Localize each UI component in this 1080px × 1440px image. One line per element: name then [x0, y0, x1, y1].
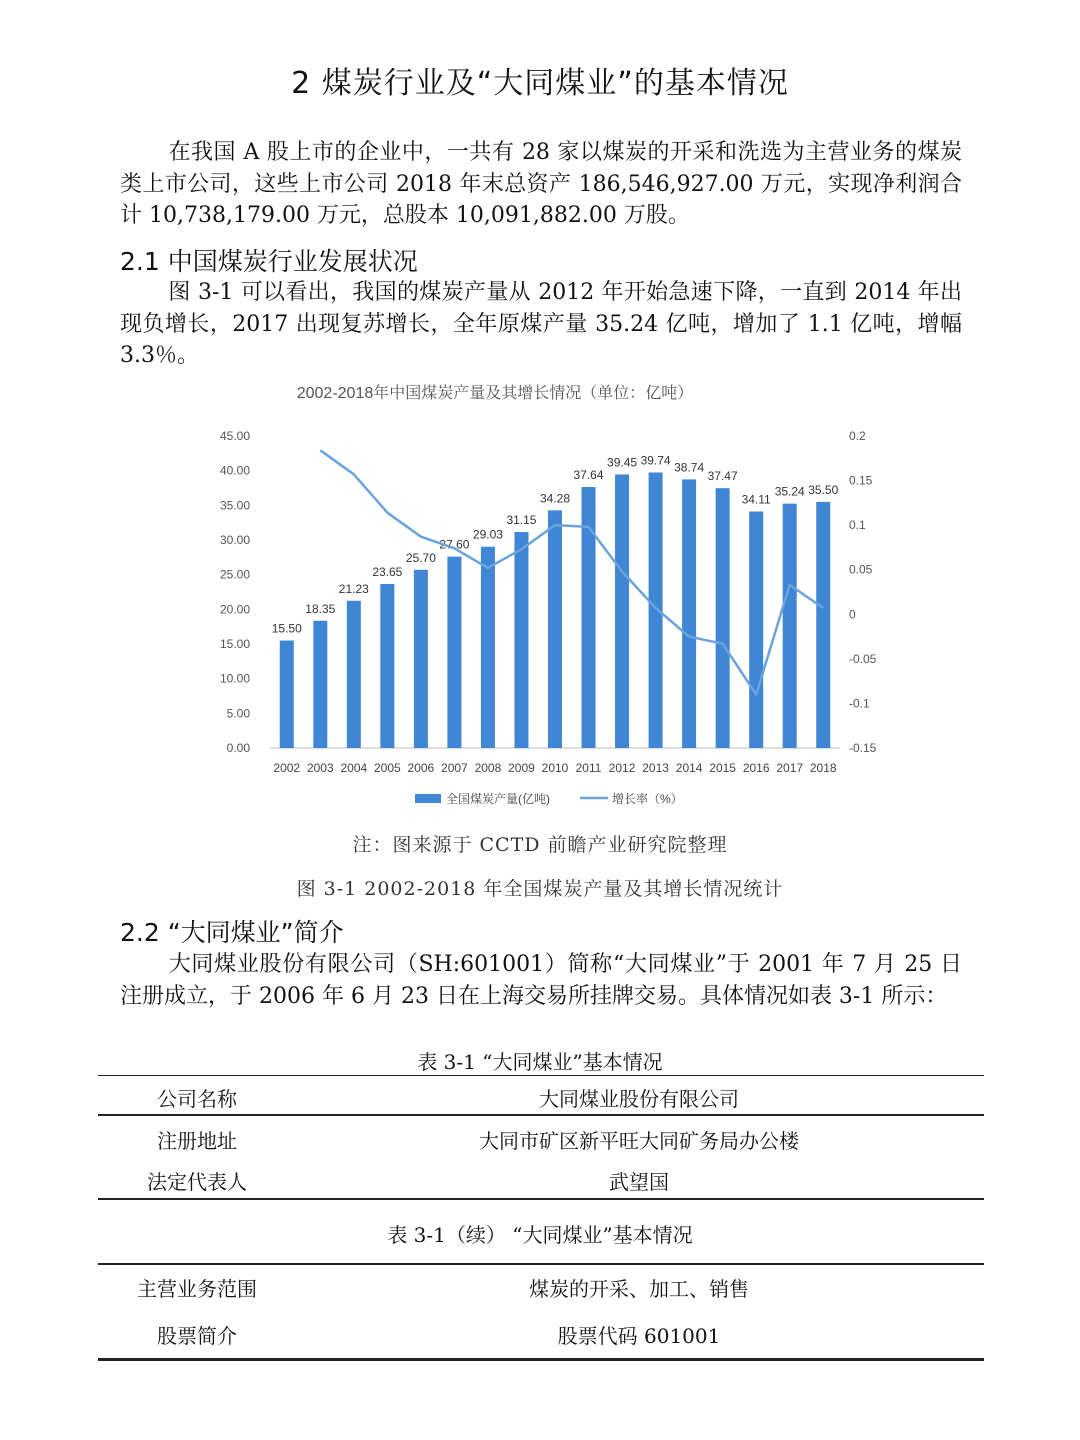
- bar-2010: [548, 510, 562, 748]
- table-1-caption: 表 3-1 “大同煤业”基本情况: [417, 1050, 663, 1074]
- bar-2005: [380, 584, 394, 748]
- x-tick-label: 2017: [776, 761, 804, 775]
- bar-label-2010: 34.28: [539, 491, 571, 506]
- y-right-tick-label: 0.2: [849, 429, 866, 443]
- table-1-row-value: 大同市矿区新平旺大同矿务局办公楼: [479, 1129, 799, 1153]
- bar-label-2015: 37.47: [707, 469, 738, 484]
- x-tick-label: 2016: [742, 761, 770, 775]
- x-tick-label: 2002: [273, 761, 301, 775]
- y-left-tick-label: 45.00: [219, 429, 250, 443]
- x-tick-label: 2011: [575, 761, 602, 775]
- x-tick-label: 2009: [508, 761, 535, 775]
- y-left-tick-label: 25.00: [219, 567, 250, 582]
- legend-swatch-bar: [415, 794, 441, 803]
- x-tick-label: 2014: [675, 761, 703, 775]
- section-2-2-paragraph: [120, 949, 962, 1012]
- x-tick-label: 2005: [374, 761, 401, 775]
- intro-text: 在我国 A 股上市的企业中，一共有 28 家以煤炭的开采和洗选为主营业务的煤炭类上市公司，这些上市公司 2018 年末总资产 186,546,927.00 万元，实现净利润合计 10,738,179.00 万元，总股本 10,091,882.00 万股。: [120, 140, 962, 228]
- y-left-tick-label: 10.00: [219, 671, 250, 686]
- intro-paragraph: [120, 137, 962, 232]
- section-heading-2-2: 2.2 “大同煤业”简介: [120, 918, 344, 947]
- bar-label-2013: 39.74: [640, 453, 671, 468]
- bar-2002: [280, 641, 294, 748]
- bar-2006: [414, 570, 428, 748]
- table-2-row-label: 股票简介: [157, 1324, 237, 1348]
- section-2-1-paragraph: [120, 277, 962, 372]
- table-1-row-label: 法定代表人: [147, 1170, 247, 1194]
- y-left-tick-label: 0.00: [226, 741, 250, 755]
- legend-label-line: 增长率（%）: [612, 792, 683, 806]
- bar-label-2009: 31.15: [506, 513, 537, 528]
- x-tick-label: 2018: [809, 761, 837, 775]
- x-tick-label: 2008: [474, 761, 502, 775]
- bar-label-2018: 35.50: [808, 482, 839, 497]
- bar-2017: [783, 504, 797, 748]
- bar-label-2012: 39.45: [607, 455, 638, 470]
- bar-label-2004: 21.23: [338, 581, 369, 596]
- table-2-top-rule: [98, 1263, 984, 1265]
- bar-2003: [313, 621, 327, 748]
- coal-production-chart: [200, 372, 900, 822]
- bar-label-2003: 18.35: [305, 601, 336, 616]
- y-right-tick-label: -0.05: [849, 651, 877, 666]
- bar-2012: [615, 474, 629, 748]
- table-2-row-value: 股票代码 601001: [557, 1324, 721, 1348]
- bar-label-2017: 35.24: [774, 484, 805, 499]
- chart-title: 2002-2018年中国煤炭产量及其增长情况（单位：亿吨）: [296, 385, 694, 402]
- bar-label-2014: 38.74: [674, 460, 705, 475]
- x-tick-label: 2013: [642, 761, 669, 775]
- bar-2016: [749, 512, 763, 748]
- x-tick-label: 2010: [541, 761, 569, 775]
- x-tick-label: 2003: [306, 761, 334, 775]
- x-tick-label: 2004: [340, 761, 368, 775]
- y-right-tick-label: -0.1: [849, 696, 870, 711]
- table-1-row-value: 武望国: [609, 1170, 669, 1194]
- bar-2014: [682, 479, 696, 748]
- y-left-tick-label: 20.00: [219, 602, 250, 617]
- y-right-tick-label: 0.15: [849, 473, 873, 488]
- y-left-tick-label: 5.00: [226, 706, 250, 721]
- bar-2013: [649, 472, 663, 748]
- table-1-row-label: 注册地址: [157, 1129, 237, 1153]
- y-right-tick-label: 0.1: [849, 518, 866, 533]
- y-right-tick-label: 0.05: [849, 562, 873, 577]
- table-1-row-value: 大同煤业股份有限公司: [539, 1087, 739, 1111]
- bar-label-2016: 34.11: [741, 492, 771, 507]
- chart-legend: [415, 791, 683, 806]
- bar-label-2008: 29.03: [472, 527, 503, 542]
- bar-2008: [481, 547, 495, 748]
- x-tick-label: 2006: [407, 761, 435, 775]
- bar-label-2007: 27.60: [439, 537, 470, 552]
- section-heading-2-1: 2.1 中国煤炭行业发展状况: [120, 247, 418, 276]
- table-2-bottom-rule: [98, 1358, 984, 1361]
- bar-2009: [514, 532, 528, 748]
- y-left-tick-label: 15.00: [219, 637, 250, 651]
- x-tick-label: 2007: [441, 761, 468, 775]
- bar-2018: [816, 502, 830, 748]
- bar-2007: [447, 557, 461, 748]
- page-title: 2 煤炭行业及“大同煤业”的基本情况: [291, 66, 789, 101]
- y-left-tick-label: 30.00: [219, 533, 250, 547]
- figure-caption: 图 3-1 2002-2018 年全国煤炭产量及其增长情况统计: [296, 878, 784, 900]
- table-1-header-rule: [98, 1114, 984, 1116]
- figure-note: 注：图来源于 CCTD 前瞻产业研究院整理: [352, 834, 728, 856]
- section-2-2-text: 大同煤业股份有限公司（SH:601001）简称“大同煤业”于 2001 年 7 月 25 日注册成立，于 2006 年 6 月 23 日在上海交易所挂牌交易。具体情况如表 3-1 所示：: [120, 952, 962, 1009]
- bar-label-2011: 37.64: [573, 468, 604, 483]
- bar-label-2006: 25.70: [405, 550, 436, 565]
- x-tick-label: 2015: [709, 761, 736, 775]
- table-1-bottom-rule: [98, 1198, 984, 1200]
- y-left-tick-label: 35.00: [219, 498, 250, 513]
- table-1-row-label: 公司名称: [157, 1087, 237, 1111]
- table-1-top-rule: [98, 1075, 984, 1076]
- section-2-1-text: 图 3-1 可以看出，我国的煤炭产量从 2012 年开始急速下降，一直到 2014 年出现负增长，2017 出现复苏增长，全年原煤产量 35.24 亿吨，增加了 1.1 亿吨，增幅 3.3％。: [120, 280, 962, 368]
- bar-2004: [347, 601, 361, 748]
- bar-label-2005: 23.65: [372, 565, 403, 580]
- y-right-tick-label: 0: [849, 607, 856, 622]
- y-right-tick-label: -0.15: [849, 741, 877, 755]
- table-2-caption: 表 3-1（续） “大同煤业”基本情况: [387, 1223, 693, 1247]
- legend-label-bar: 全国煤炭产量(亿吨): [446, 792, 550, 806]
- bar-2015: [716, 488, 730, 748]
- table-2-row-value: 煤炭的开采、加工、销售: [529, 1277, 749, 1301]
- y-left-tick-label: 40.00: [219, 463, 250, 478]
- x-tick-label: 2012: [608, 761, 636, 775]
- table-2-row-label: 主营业务范围: [137, 1277, 257, 1301]
- bar-label-2002: 15.50: [271, 621, 302, 636]
